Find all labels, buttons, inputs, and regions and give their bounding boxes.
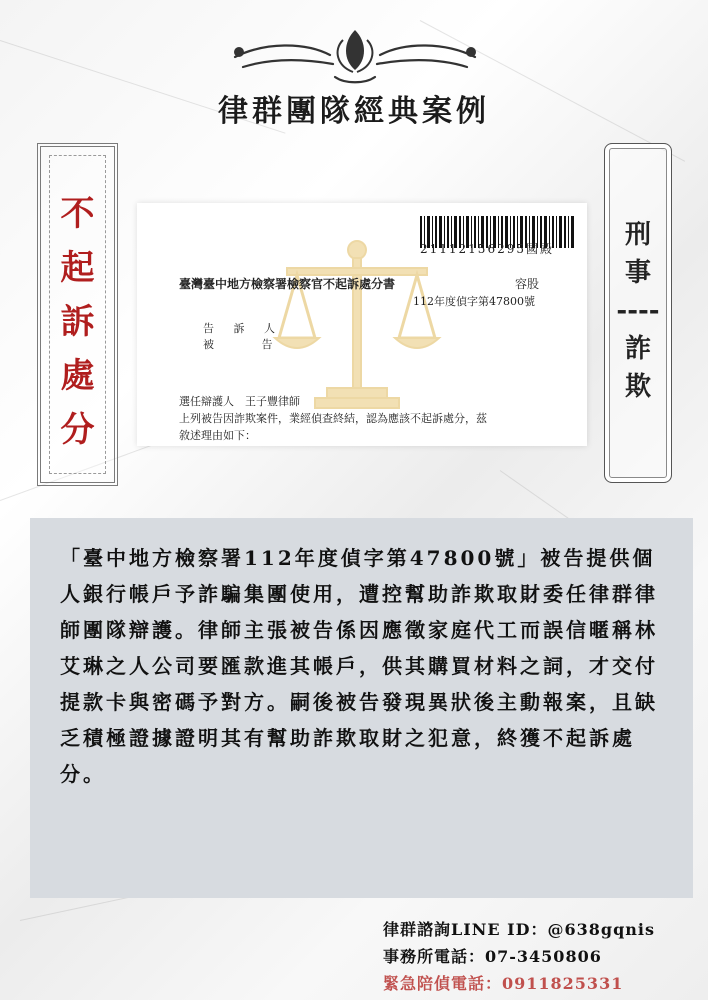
barcode-number: 21112156295國殿	[420, 242, 554, 256]
flourish-ornament-icon	[225, 22, 485, 92]
right-vertical-box	[604, 143, 672, 483]
document-body-line: 敘述理由如下：	[179, 429, 256, 442]
left-label-char: 處	[60, 356, 95, 396]
right-label-char: 詐	[624, 334, 651, 364]
document-defendant-label: 被 告	[203, 338, 295, 351]
right-label-char: 刑	[624, 220, 651, 250]
urgent-phone-contact[interactable]: 緊急陪偵電話：0911825331	[383, 974, 624, 993]
page-title: 律群團隊經典案例	[218, 94, 490, 129]
left-vertical-label	[41, 187, 114, 450]
left-vertical-frame	[37, 143, 118, 486]
contact-footer	[383, 916, 703, 997]
document-heading: 臺灣臺中地方檢察署檢察官不起訴處分書	[179, 277, 396, 291]
document-complainant-label: 告 訴 人	[203, 322, 283, 335]
right-label-char: ----	[616, 296, 660, 326]
document-lawyer-line: 選任辯護人 王子豐律師	[179, 395, 300, 408]
left-label-char: 分	[60, 410, 95, 450]
left-label-char: 訴	[60, 302, 95, 342]
case-summary-text: 「臺中地方檢察署112年度偵字第47800號」被告提供個人銀行帳戶予詐騙集團使用，遭控幫助詐欺取財委任律群律師團隊辯護。律師主張被告係因應徵家庭代工而誤信暱稱林艾琳之人公司要匯款進其帳戶，供其購買材料之詞，才交付提款卡與密碼予對方。嗣後被告發現異狀後主動報案，且缺乏積極證據證明其有幫助詐欺取財之犯意，終獲不起訴處分。	[60, 546, 658, 786]
line-id-contact[interactable]: 律群諮詢LINE ID：@638gqnis	[383, 920, 655, 939]
right-label-char: 事	[624, 258, 651, 288]
case-summary-panel	[30, 518, 693, 898]
ruling-document-image	[137, 203, 587, 446]
document-division-label: 容股	[515, 277, 540, 291]
left-label-char: 不	[60, 194, 95, 234]
document-body-line: 上列被告因詐欺案件，業經偵查終結，認為應該不起訴處分，茲	[179, 412, 487, 425]
office-phone-contact[interactable]: 事務所電話：07-3450806	[383, 947, 602, 966]
left-label-char: 起	[60, 248, 95, 288]
document-case-number: 112年度偵字第47800號	[413, 295, 535, 308]
right-vertical-label	[605, 216, 671, 406]
right-label-char: 欺	[624, 372, 651, 402]
